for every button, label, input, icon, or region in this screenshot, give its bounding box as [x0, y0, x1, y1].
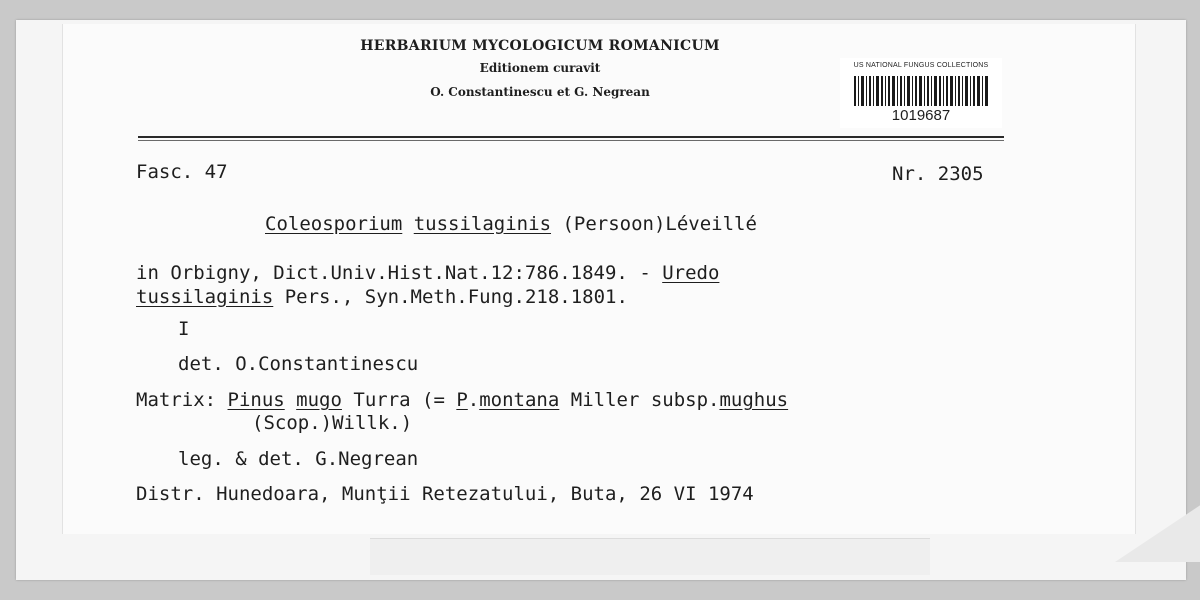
- herbarium-subtitle: Editionem curavit: [479, 61, 601, 75]
- label-fold: [1115, 502, 1200, 562]
- basionym-genus: Uredo: [662, 262, 720, 284]
- barcode-icon: [854, 76, 988, 106]
- label-header: [320, 36, 760, 101]
- subspecies-name: mughus: [719, 389, 789, 411]
- fascicle-number: Fasc. 47: [136, 161, 228, 183]
- collector: leg. & det. G.Negrean: [178, 448, 419, 470]
- sheet-edge-strip: [370, 538, 930, 575]
- citation-line-1: [136, 262, 719, 284]
- citation-text-2: Pers., Syn.Meth.Fung.218.1801.: [273, 286, 628, 308]
- synonym-genus: P: [456, 389, 468, 411]
- host-genus: Pinus: [227, 389, 285, 411]
- header-rule-thin: [138, 140, 1004, 141]
- synonym-epithet: montana: [479, 389, 560, 411]
- matrix-text-1: Turra (=: [341, 389, 457, 411]
- matrix-text-2: Miller subsp.: [559, 389, 720, 411]
- species-authority: (Persoon)Léveillé: [562, 213, 757, 235]
- barcode-number: 1019687: [891, 107, 951, 124]
- herbarium-title: HERBARIUM MYCOLOGICUM ROMANICUM: [360, 38, 720, 54]
- matrix-line-1: [136, 389, 788, 411]
- synonym-dot: .: [467, 389, 480, 411]
- citation-line-2: [136, 286, 628, 308]
- species-epithet: tussilaginis: [413, 213, 552, 235]
- spore-stage: I: [178, 318, 190, 340]
- specimen-number: Nr. 2305: [892, 163, 984, 185]
- determiner: det. O.Constantinescu: [178, 353, 419, 375]
- herbarium-editors: O. Constantinescu et G. Negrean: [430, 85, 650, 99]
- locality: Distr. Hunedoara, Munţii Retezatului, Buta, 26 VI 1974: [136, 483, 754, 505]
- citation-text-1: in Orbigny, Dict.Univ.Hist.Nat.12:786.1849. -: [136, 262, 663, 284]
- basionym-epithet: tussilaginis: [136, 286, 274, 308]
- matrix-prefix: Matrix:: [136, 389, 228, 411]
- host-epithet: mugo: [296, 389, 342, 411]
- header-rule: [138, 136, 1004, 138]
- species-name: [265, 213, 757, 235]
- matrix-line-2: (Scop.)Willk.): [252, 412, 413, 434]
- species-genus: Coleosporium: [265, 213, 403, 235]
- barcode-block: [840, 58, 1002, 128]
- barcode-caption: US NATIONAL FUNGUS COLLECTIONS: [853, 62, 989, 69]
